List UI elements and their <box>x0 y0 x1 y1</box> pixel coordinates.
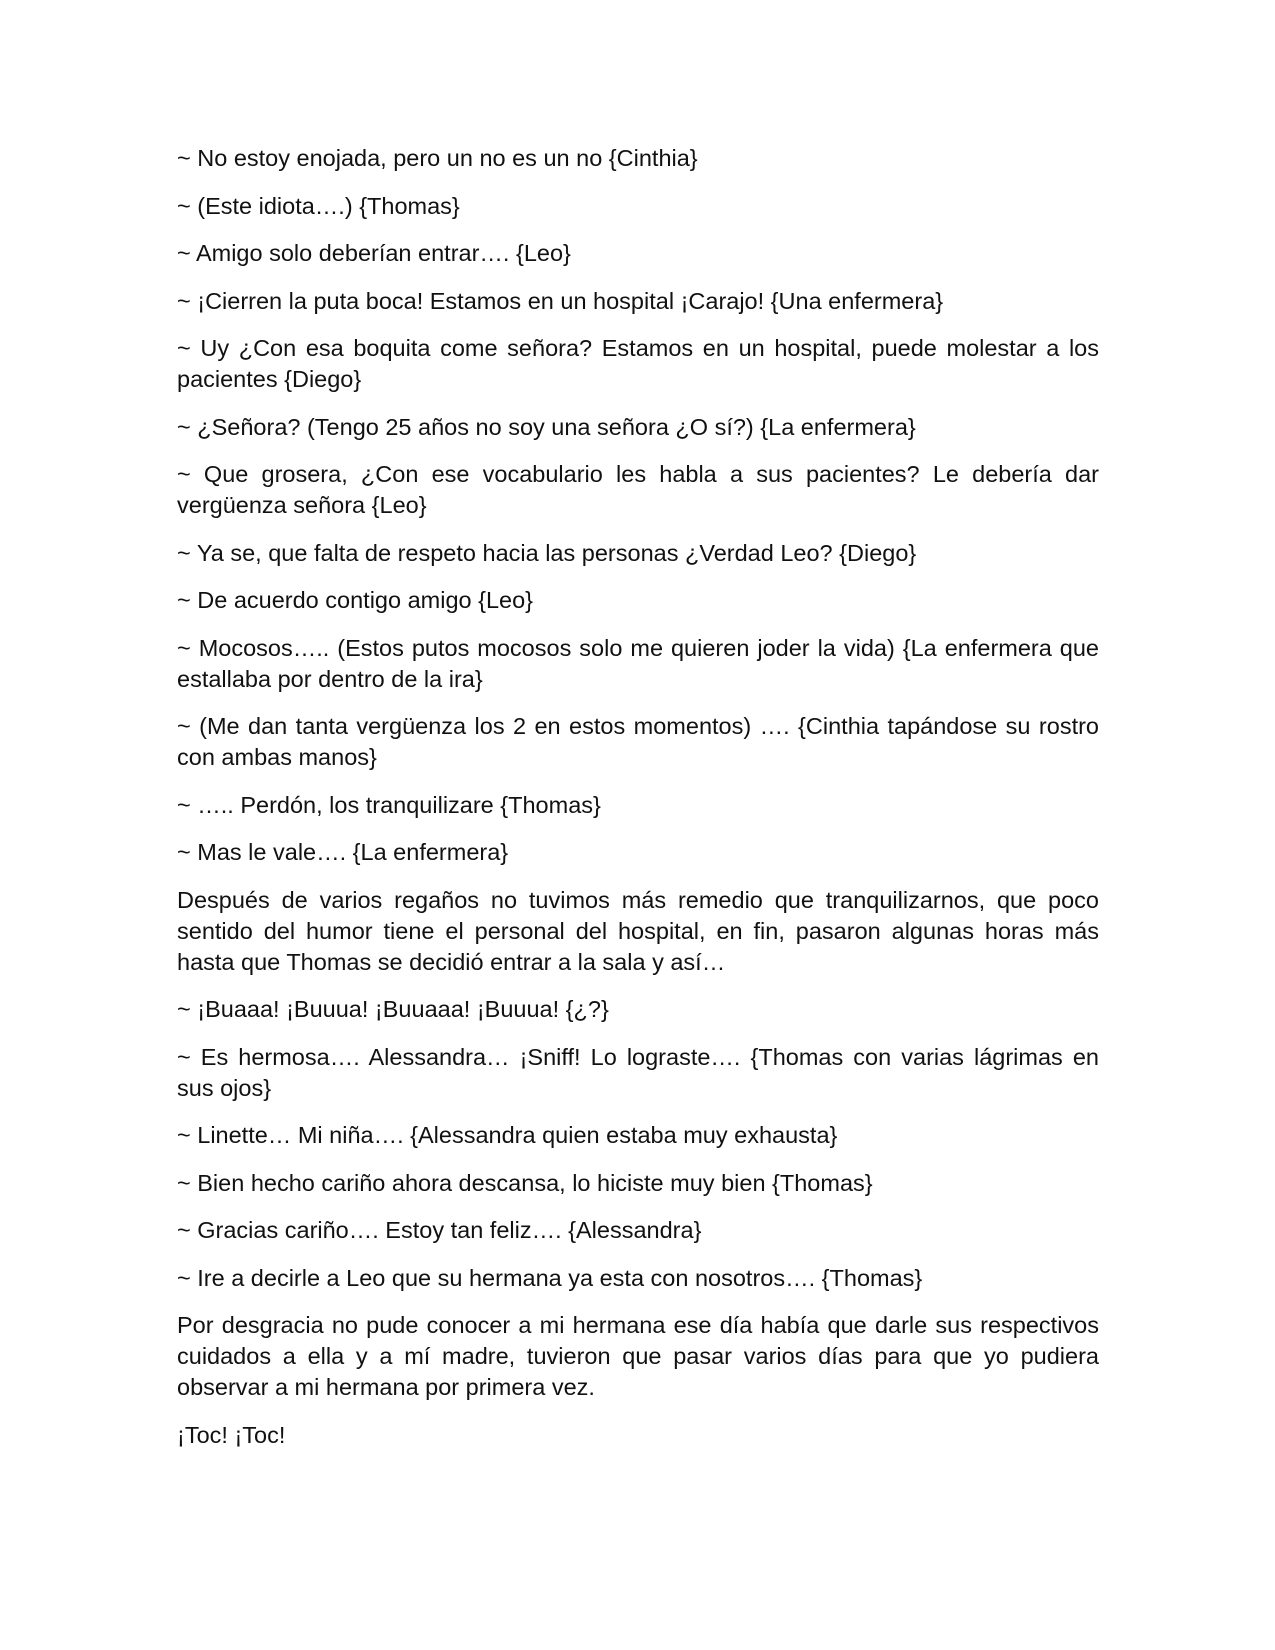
paragraph: ~ ¡Buaaa! ¡Buuua! ¡Buuaaa! ¡Buuua! {¿?} <box>177 996 609 1022</box>
paragraph: ~ De acuerdo contigo amigo {Leo} <box>177 587 534 613</box>
paragraph: ~ Gracias cariño…. Estoy tan feliz…. {Alessandra} <box>177 1217 702 1243</box>
paragraph: ~ Ya se, que falta de respeto hacia las personas ¿Verdad Leo? {Diego} <box>177 539 917 566</box>
paragraph: ~ (Me dan tanta vergüenza los 2 en estos momentos) …. {Cinthia tapándose su rostro con ambas manos} <box>177 713 1099 770</box>
paragraph: ~ ¡Cierren la puta boca! Estamos en un hospital ¡Carajo! {Una enfermera} <box>177 287 944 314</box>
paragraph: ~ Mocosos….. (Estos putos mocosos solo me quieren joder la vida) {La enfermera que estallaba por dentro de la ira} <box>177 634 1099 692</box>
paragraph: Por desgracia no pude conocer a mi hermana ese día había que darle sus respectivos cuidados a ella y a mí madre, tuvieron que pasar varios días para que yo pudiera observar a mi hermana por primera vez. <box>177 1312 1099 1400</box>
paragraph: ~ (Este idiota….) {Thomas} <box>177 192 460 219</box>
paragraph: ~ Ire a decirle a Leo que su hermana ya esta con nosotros…. {Thomas} <box>177 1264 923 1291</box>
paragraph: ~ Mas le vale…. {La enfermera} <box>177 839 509 865</box>
paragraph: ~ Linette… Mi niña…. {Alessandra quien estaba muy exhausta} <box>177 1122 838 1148</box>
paragraph: ~ Que grosera, ¿Con ese vocabulario les habla a sus pacientes? Le debería dar vergüenza señora {Leo} <box>177 461 1099 518</box>
paragraph: ~ Es hermosa…. Alessandra… ¡Sniff! Lo lograste…. {Thomas con varias lágrimas en sus ojos} <box>177 1043 1099 1101</box>
paragraph: ~ Bien hecho cariño ahora descansa, lo hiciste muy bien {Thomas} <box>177 1169 873 1196</box>
paragraph: ¡Toc! ¡Toc! <box>177 1421 286 1448</box>
paragraph: Después de varios regaños no tuvimos más remedio que tranquilizarnos, que poco sentido del humor tiene el personal del hospital, en fin, pasaron algunas horas más hasta que Thomas se decidió entrar a la sala y así… <box>177 886 1099 975</box>
paragraph: ~ ¿Señora? (Tengo 25 años no soy una señora ¿O sí?) {La enfermera} <box>177 413 916 440</box>
paragraph: ~ Uy ¿Con esa boquita come señora? Estamos en un hospital, puede molestar a los pacientes {Diego} <box>177 335 1099 392</box>
paragraph: ~ Amigo solo deberían entrar…. {Leo} <box>177 240 571 266</box>
paragraph: ~ ….. Perdón, los tranquilizare {Thomas} <box>177 791 601 818</box>
document-page <box>177 143 1099 1467</box>
paragraph: ~ No estoy enojada, pero un no es un no {Cinthia} <box>177 145 698 171</box>
